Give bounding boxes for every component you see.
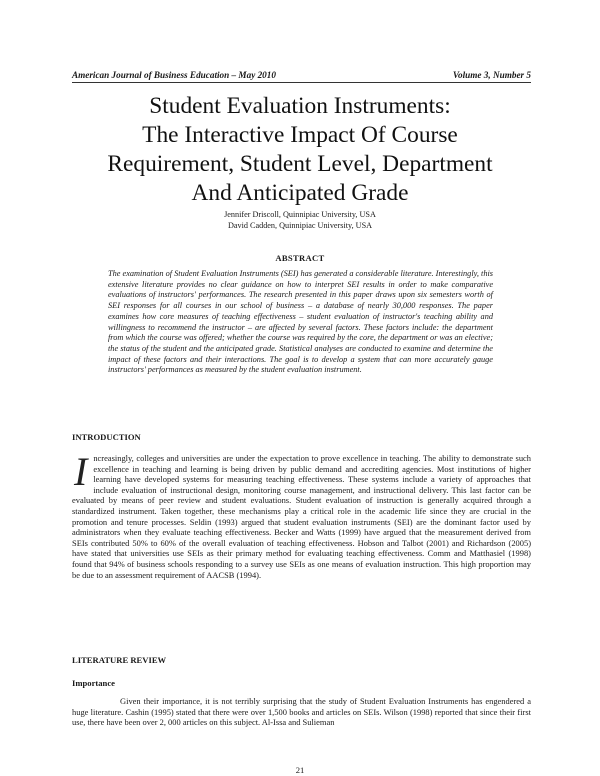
- author: Jennifer Driscoll, Quinnipiac University, USA: [224, 210, 376, 219]
- volume-number: Volume 3, Number 5: [452, 70, 531, 80]
- author-list: [100, 210, 500, 231]
- journal-name: American Journal of Business Education – May 2010: [72, 70, 276, 80]
- abstract-heading: ABSTRACT: [275, 253, 325, 263]
- drop-cap: I: [74, 449, 88, 494]
- paper-title: [60, 92, 540, 208]
- introduction-text: [72, 449, 531, 580]
- literature-review-text: Given their importance, it is not terribly surprising that the study of Student Evaluation Instruments has engendered a huge literature. Cashin (1995) stated that there were over 1,500 books and articles on SEIs. Wilson (1998) reported that since their first use, there have been over 2, 000 articles on this subject. Al-Issa and Sulieman: [72, 696, 531, 728]
- introduction-paragraph: ncreasingly, colleges and universities are under the expectation to prove excellence in teaching. The ability to demonstrate such excellence in teaching and learning is being driven by public demand and accrediting agencies. Most institutions of higher learning have developed systems for measuring teaching effectiveness. These systems include a variety of approaches that include evaluation of instructional design, monitoring course management, and instructional delivery. This last factor can be evaluated by means of peer review and student evaluations. Student evaluation of instruction is generally acquired through a standardized instrument. Taken together, these mechanisms play a critical role in the academic life since they are crucial in the promotion and tenure processes. Seldin (1993) argued that student evaluation instruments (SEI) are the dominant factor used by administrators when they evaluate teaching effectiveness. Becker and Watts (1999) have argued that the measurement derived from SEIs contributed 50% to 60% of the overall evaluation of teaching effectiveness. Hobson and Talbot (2001) and Richardson (2005) have stated that universities use SEIs as their primary method for evaluating teaching effectiveness. Comm and Matthasiel (1998) found that 94% of business schools responding to a survey use SEIs as one means of evaluation instruction. This high proportion may be due to an assessment requirement of AACSB (1994).: [72, 453, 531, 580]
- title-line: Student Evaluation Instruments:: [149, 93, 451, 119]
- title-line: And Anticipated Grade: [191, 180, 409, 206]
- importance-subheading: Importance: [72, 678, 115, 688]
- introduction-heading: INTRODUCTION: [72, 432, 141, 442]
- author: David Cadden, Quinnipiac University, USA: [227, 220, 373, 230]
- running-header: [72, 70, 531, 83]
- page-number: 21: [295, 765, 305, 775]
- title-line: Requirement, Student Level, Department: [107, 151, 493, 177]
- abstract-text: The examination of Student Evaluation Instruments (SEI) has generated a considerable literature. Interestingly, this extensive literature provides no clear guidance on how to interpret SEI results in order to make comparative evaluations of instructors' performances. The research presented in this paper draws upon six semesters worth of SEI responses for all courses in our school of business – a database of nearly 30,000 responses. The paper examines how core measures of teaching effectiveness – student evaluation of instructor's teaching ability and willingness to recommend the instructor – are affected by several factors. These factors include: the department from which the course was offered; whether the course was required by the core, the department or was an elective; the status of the student and the anticipated grade. Statistical analyses are conducted to examine and determine the impact of these factors and their interactions. The goal is to develop a system that can more accurately gauge instructors' performances as measured by the student evaluation instrument.: [108, 269, 493, 375]
- title-line: The Interactive Impact Of Course: [142, 122, 458, 148]
- literature-review-heading: LITERATURE REVIEW: [72, 655, 167, 665]
